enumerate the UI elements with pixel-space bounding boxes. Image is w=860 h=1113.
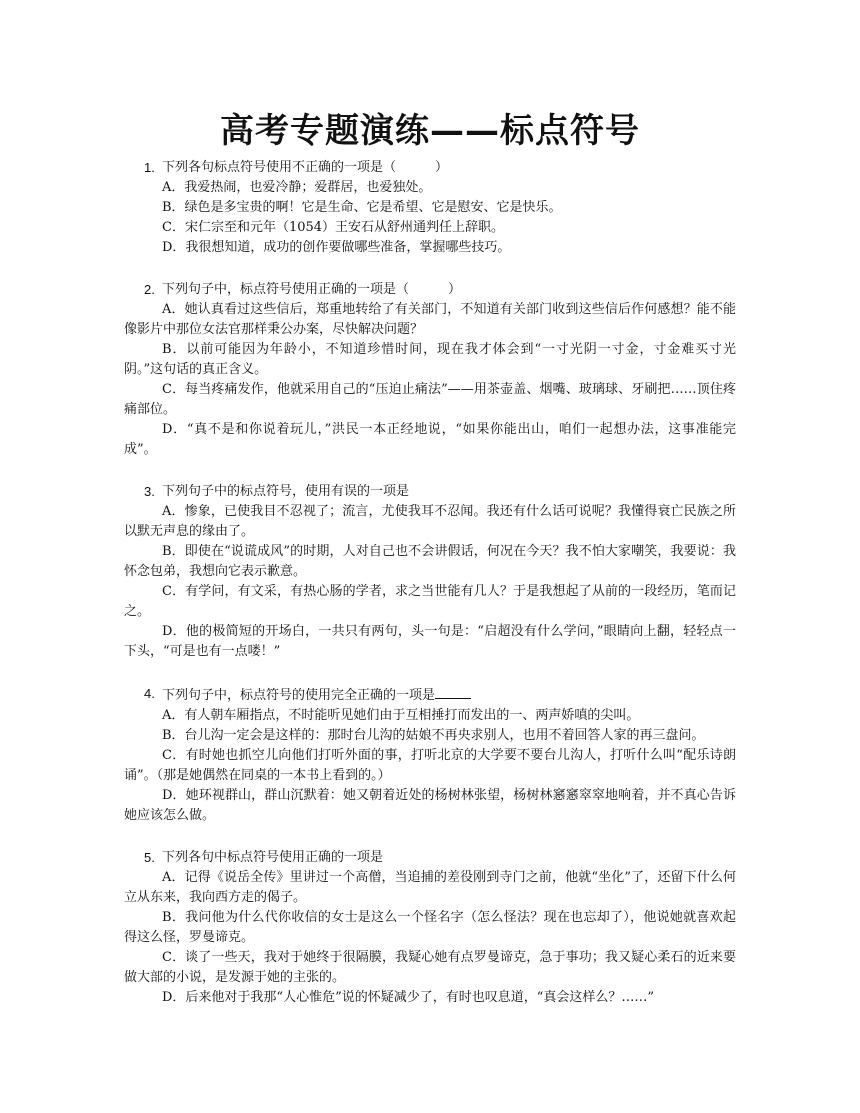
question-stem [124,684,736,706]
question-list [124,158,736,1030]
option-b: B．绿色是多宝贵的啊！它是生命、它是希望、它是慰安、它是快乐。 [162,200,562,215]
question-2 [124,280,736,460]
option-c: C．有时她也抓空儿向他们打听外面的事，打听北京的大学要不要台儿沟人，打听什么叫“配乐诗朗诵”。（那是她偶然在同桌的一本书上看到的。） [124,748,736,783]
option-d: D．她环视群山，群山沉默着：她又朝着近处的杨树林张望，杨树林窸窸窣窣地响着，并不真心告诉她应该怎么做。 [124,788,736,823]
question-text: 下列句子中，标点符号使用正确的一项是（ ） [162,282,462,297]
question-stem [124,280,736,300]
option-c: C．每当疼痛发作，他就采用自己的“压迫止痛法”——用茶壶盖、烟嘴、玻璃球、牙刷把……顶住疼痛部位。 [124,382,736,417]
question-4 [124,684,736,826]
question-stem [124,158,736,178]
question-number: 5. [144,850,155,865]
option-d: D．他的极简短的开场白，一共只有两句，头一句是：“启超没有什么学问，”眼睛向上翻，轻轻点一下头，“可是也有一点喽！” [124,624,736,659]
question-number: 1. [144,160,155,175]
question-number: 3. [144,484,155,499]
option-c: C．谈了一些天，我对于她终于很隔膜，我疑心她有点罗曼谛克，急于事功；我又疑心柔石的近来要做大部的小说，是发源于她的主张的。 [124,950,736,985]
option-c: C．有学问，有文采，有热心肠的学者，求之当世能有几人？于是我想起了从前的一段经历，笔而记之。 [124,584,736,619]
question-stem [124,482,736,502]
option-a: A．她认真看过这些信后，郑重地转给了有关部门，不知道有关部门收到这些信后作何感想？能不能像影片中那位女法官那样秉公办案，尽快解决问题？ [124,302,736,337]
option-a: A．记得《说岳全传》里讲过一个高僧，当追捕的差役刚到寺门之前，他就“坐化”了，还留下什么何立从东来，我向西方走的偈子。 [124,870,736,905]
question-3 [124,482,736,662]
question-text: 下列各句标点符号使用不正确的一项是（ ） [162,160,449,175]
option-a: A．有人朝车厢指点，不时能听见她们由于互相捶打而发出的一、两声娇嗔的尖叫。 [162,708,640,723]
option-c: C．宋仁宗至和元年（1054）王安石从舒州通判任上辞职。 [162,220,505,235]
question-5 [124,848,736,1008]
option-b: B．台儿沟一定会是这样的：那时台儿沟的姑娘不再央求别人，也用不着回答人家的再三盘问。 [162,728,705,743]
option-a: A．我爱热闹，也爱冷静；爱群居，也爱独处。 [162,180,432,195]
question-1 [124,158,736,258]
option-d: D．“真不是和你说着玩儿，”洪民一本正经地说，“如果你能出山，咱们一起想办法，这事准能完成”。 [124,422,736,457]
question-text: 下列句子中，标点符号的使用完全正确的一项是 [162,688,436,703]
document-title: 高考专题演练——标点符号 [220,111,640,151]
question-text: 下列句子中的标点符号，使用有误的一项是 [162,484,410,499]
question-stem [124,848,736,868]
option-b: B．即使在“说谎成风”的时期，人对自己也不会讲假话，何况在今天？我不怕大家嘲笑，我要说：我怀念包弟，我想向它表示歉意。 [124,544,736,579]
question-number: 2. [144,282,155,297]
answer-blank [435,684,471,699]
option-a: A．惨象，已使我目不忍视了；流言，尤使我耳不忍闻。我还有什么话可说呢？我懂得衰亡民族之所以默无声息的缘由了。 [124,504,736,539]
option-b: B．我问他为什么代你收信的女士是这么一个怪名字（怎么怪法？现在也忘却了），他说她就喜欢起得这么怪，罗曼谛克。 [124,910,736,945]
question-number: 4. [144,686,155,701]
question-text: 下列各句中标点符号使用正确的一项是 [162,850,384,865]
option-d: D．后来他对于我那“人心惟危”说的怀疑减少了，有时也叹息道，“真会这样么？……” [162,990,655,1005]
option-d: D．我很想知道，成功的创作要做哪些准备，掌握哪些技巧。 [162,240,511,255]
option-b: B．以前可能因为年龄小，不知道珍惜时间，现在我才体会到“一寸光阴一寸金，寸金难买寸光阴。”这句话的真正含义。 [124,342,736,377]
